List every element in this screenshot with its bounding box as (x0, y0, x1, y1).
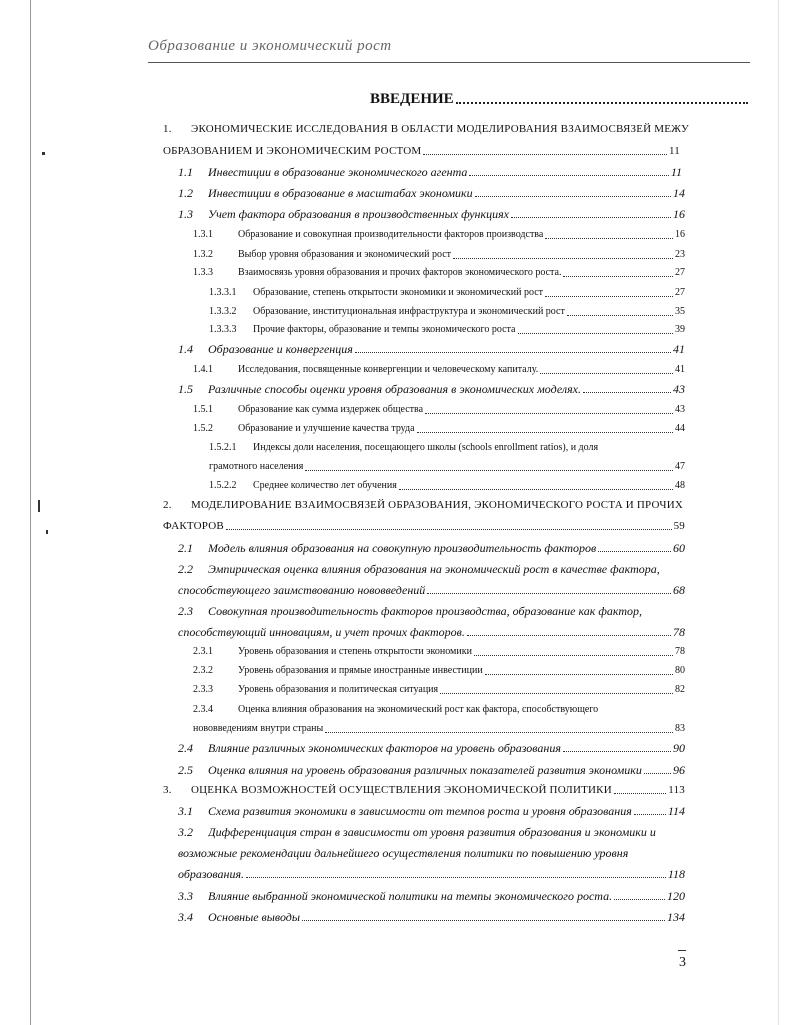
leader-dots (355, 352, 671, 353)
scan-speck (46, 530, 48, 534)
toc-entry-text: Инвестиции в образование в масштабах экономики (208, 186, 473, 200)
toc-entry-number: 2.3.4 (193, 704, 213, 715)
toc-page-number: 35 (675, 306, 685, 317)
leader-dots (644, 773, 671, 774)
toc-entry-number: 1.3.2 (193, 249, 213, 260)
toc-entry-text: Оценка влияния на уровень образования различных показателей развития экономики (208, 763, 642, 777)
toc-entry-number: 1.3.3.3 (209, 324, 237, 335)
toc-entry[interactable] (193, 645, 685, 659)
toc-entry-number: 1.4.1 (193, 364, 213, 375)
scan-speck (42, 152, 45, 155)
leader-dots (511, 217, 671, 218)
toc-entry[interactable] (178, 541, 685, 555)
toc-entry-text: нововведениям внутри страны (193, 723, 324, 734)
toc-entry-text: Дифференциация стран в зависимости от уровня развития образования и экономики и (208, 825, 656, 839)
toc-entry-text: ОБРАЗОВАНИЕМ И ЭКОНОМИЧЕСКИМ РОСТОМ (163, 145, 422, 157)
toc-entry[interactable] (178, 741, 685, 755)
toc-entry[interactable] (209, 323, 685, 337)
toc-entry-number: 2.3.2 (193, 665, 213, 676)
leader-dots (583, 392, 671, 393)
scan-right-edge (778, 0, 779, 1025)
toc-entry[interactable] (178, 846, 685, 860)
toc-entry[interactable] (163, 519, 685, 533)
toc-entry-text: Образование и конвергенция (208, 342, 353, 356)
toc-page-number: 14 (673, 186, 685, 200)
leader-dots (518, 333, 674, 334)
toc-entry-number: 2. (163, 499, 172, 511)
toc-entry-text: Образование как сумма издержек общества (238, 404, 424, 415)
toc-entry[interactable] (193, 403, 685, 417)
toc-page-number: 44 (675, 423, 685, 434)
leader-dots (563, 751, 671, 752)
toc-entry-number: 2.5 (178, 763, 193, 777)
toc-entry[interactable] (178, 207, 685, 221)
leader-dots (540, 373, 673, 374)
toc-entry-text: Уровень образования и прямые иностранные инвестиции (238, 665, 483, 676)
toc-entry-text: Образование и улучшение качества труда (238, 423, 415, 434)
toc-entry[interactable] (178, 867, 685, 881)
toc-page-number: 43 (675, 404, 685, 415)
toc-entry-text: Эмпирическая оценка влияния образования на экономический рост в качестве фактора, (208, 562, 660, 576)
toc-page-number: 11 (669, 145, 680, 157)
toc-entry-number: 3.3 (178, 889, 193, 903)
toc-page-number: 114 (667, 804, 685, 818)
leader-dots (425, 413, 673, 414)
toc-page-number: 43 (673, 382, 685, 396)
toc-page-number: 23 (675, 249, 685, 260)
toc-page-number: 82 (675, 684, 685, 695)
toc-entry-number: 1.3.3.1 (209, 287, 237, 298)
toc-entry[interactable] (178, 889, 685, 903)
toc-page-number: 11 (670, 165, 682, 179)
toc-entry-number: 3.4 (178, 910, 193, 924)
toc-entry[interactable] (163, 144, 680, 158)
toc-entry[interactable] (163, 783, 685, 797)
toc-entry-text: Влияние различных экономических факторов на уровень образования (208, 741, 561, 755)
toc-page-number: 78 (675, 646, 685, 657)
toc-page-number: 96 (673, 763, 685, 777)
toc-entry-number: 2.3 (178, 604, 193, 618)
toc-entry-text: Уровень образования и политическая ситуация (238, 684, 439, 695)
leader-dots (226, 529, 672, 530)
toc-entry-number: 1.3.3.2 (209, 306, 237, 317)
toc-entry[interactable] (178, 186, 685, 200)
toc-entry-number: 1.3.3 (193, 267, 213, 278)
toc-entry-number: 1.5.1 (193, 404, 213, 415)
leader-dots (485, 674, 673, 675)
toc-entry-number: 1. (163, 123, 172, 135)
toc-entry-number: 3.1 (178, 804, 193, 818)
scan-left-edge (30, 0, 31, 1025)
toc-entry[interactable] (178, 583, 685, 597)
leader-dots (475, 196, 671, 197)
leader-dots (474, 655, 673, 656)
toc-entry-text: Схема развития экономики в зависимости от темпов роста и уровня образования (208, 804, 632, 818)
title-leader-dots (456, 102, 748, 104)
toc-entry-number: 1.5.2.2 (209, 480, 237, 491)
toc-entry[interactable] (193, 228, 685, 242)
toc-entry-text: Индексы доли населения, посещающего школы (schools enrollment ratios), и доля (253, 442, 599, 453)
toc-entry[interactable] (178, 625, 685, 639)
toc-entry[interactable] (193, 703, 685, 717)
toc-entry[interactable] (178, 910, 685, 924)
toc-page-number: 113 (668, 784, 685, 796)
toc-entry[interactable] (178, 562, 685, 576)
toc-page-number: 118 (667, 867, 685, 881)
header-rule (148, 62, 750, 63)
toc-entry-number: 2.4 (178, 741, 193, 755)
leader-dots (399, 489, 673, 490)
toc-entry[interactable] (193, 266, 685, 280)
toc-entry-text: Инвестиции в образование экономического агента (208, 165, 468, 179)
toc-title: ВВЕДЕНИЕ (370, 91, 454, 107)
toc-page-number: 134 (667, 910, 685, 924)
leader-dots (567, 315, 673, 316)
toc-entry[interactable] (178, 804, 685, 818)
toc-page-number: 16 (673, 207, 685, 221)
toc-entry[interactable] (178, 165, 682, 179)
page-number: 3 (679, 955, 686, 970)
leader-dots (427, 593, 671, 594)
toc-entry-text: ЭКОНОМИЧЕСКИЕ ИССЛЕДОВАНИЯ В ОБЛАСТИ МОДЕЛИРОВАНИЯ ВЗАИМОСВЯЗЕЙ МЕЖУ (191, 123, 690, 135)
toc-entry-text: Образование, степень открытости экономики и экономический рост (253, 287, 544, 298)
toc-entry-number: 2.3.1 (193, 646, 213, 657)
toc-entry-text: ОЦЕНКА ВОЗМОЖНОСТЕЙ ОСУЩЕСТВЛЕНИЯ ЭКОНОМИЧЕСКОЙ ПОЛИТИКИ (191, 784, 612, 796)
toc-entry[interactable] (193, 363, 685, 377)
toc-entry-text: Исследования, посвященные конвергенции и человеческому капиталу. (238, 364, 539, 375)
toc-entry[interactable] (163, 498, 683, 512)
toc-entry[interactable] (209, 441, 685, 455)
toc-entry[interactable] (178, 604, 685, 618)
leader-dots (563, 276, 673, 277)
toc-page-number: 83 (675, 723, 685, 734)
leader-dots (453, 258, 673, 259)
toc-page-number: 59 (673, 520, 685, 532)
toc-entry[interactable] (193, 248, 685, 262)
running-head: Образование и экономический рост (148, 38, 392, 54)
leader-dots (417, 432, 673, 433)
toc-entry-text: способствующий инновациям, и учет прочих факторов. (178, 625, 465, 639)
leader-dots (469, 175, 668, 176)
toc-entry-text: ФАКТОРОВ (163, 520, 224, 532)
toc-page-number: 120 (667, 889, 685, 903)
toc-entry-number: 1.5.2.1 (209, 442, 237, 453)
toc-entry-text: Среднее количество лет обучения (253, 480, 397, 491)
toc-page-number: 27 (675, 287, 685, 298)
toc-page-number: 60 (673, 541, 685, 555)
toc-entry-number: 2.2 (178, 562, 193, 576)
toc-page-number: 90 (673, 741, 685, 755)
toc-entry[interactable] (178, 342, 685, 356)
toc-entry-text: Учет фактора образования в производственных функциях (208, 207, 509, 221)
toc-entry[interactable] (178, 825, 685, 839)
toc-page-number: 78 (673, 625, 685, 639)
toc-entry-number: 3.2 (178, 825, 193, 839)
toc-entry-text: Модель влияния образования на совокупную производительность факторов (208, 541, 597, 555)
toc-entry[interactable] (193, 722, 685, 736)
leader-dots (302, 920, 665, 921)
toc-entry[interactable] (178, 382, 685, 396)
toc-entry-text: Оценка влияния образования на экономический рост как фактора, способствующего (238, 704, 599, 715)
toc-entry[interactable] (193, 422, 685, 436)
toc-page-number: 47 (675, 461, 685, 472)
toc-entry-text: Взаимосвязь уровня образования и прочих факторов экономического роста. (238, 267, 562, 278)
toc-entry-text: Влияние выбранной экономической политики на темпы экономического роста. (208, 889, 613, 903)
toc-entry-text: Прочие факторы, образование и темпы экономического роста (253, 324, 516, 335)
toc-entry-text: Образование, институциональная инфраструктура и экономический рост (253, 306, 565, 317)
toc-page-number: 41 (673, 342, 685, 356)
toc-entry-text: способствующего заимствованию нововведений (178, 583, 426, 597)
toc-entry[interactable] (209, 460, 685, 474)
toc-entry[interactable] (209, 479, 685, 493)
leader-dots (545, 296, 673, 297)
leader-dots (634, 814, 666, 815)
toc-entry-text: Основные выводы (208, 910, 300, 924)
leader-dots (598, 551, 671, 552)
toc-page-number: 48 (675, 480, 685, 491)
toc-page-number: 41 (675, 364, 685, 375)
leader-dots (440, 693, 673, 694)
toc-entry-text: Выбор уровня образования и экономический рост (238, 249, 452, 260)
toc-page-number: 68 (673, 583, 685, 597)
toc-entry-number: 2.3.3 (193, 684, 213, 695)
toc-entry-text: грамотного населения (209, 461, 304, 472)
toc-entry-number: 1.2 (178, 186, 193, 200)
toc-entry-text: возможные рекомендации дальнейшего осуществления политики по повышению уровня (178, 846, 629, 860)
toc-page-number: 80 (675, 665, 685, 676)
toc-entry-number: 2.1 (178, 541, 193, 555)
toc-entry-text: образования. (178, 867, 245, 881)
toc-entry-number: 1.3.1 (193, 229, 213, 240)
toc-entry[interactable] (209, 305, 685, 319)
scan-speck (38, 500, 40, 512)
toc-entry[interactable] (163, 122, 753, 136)
leader-dots (246, 877, 666, 878)
toc-page-number: 39 (675, 324, 685, 335)
toc-page-number: 16 (675, 229, 685, 240)
leader-dots (545, 238, 673, 239)
toc-entry-number: 1.1 (178, 165, 193, 179)
leader-dots (467, 635, 671, 636)
toc-entry-text: МОДЕЛИРОВАНИЕ ВЗАИМОСВЯЗЕЙ ОБРАЗОВАНИЯ, ЭКОНОМИЧЕСКОГО РОСТА И ПРОЧИХ (191, 499, 683, 511)
leader-dots (614, 793, 666, 794)
toc-entry-text: Образование и совокупная производительности факторов производства (238, 229, 544, 240)
toc-page-number: 27 (675, 267, 685, 278)
toc-entry[interactable] (209, 286, 685, 300)
leader-dots (325, 732, 673, 733)
toc-entry-text: Различные способы оценки уровня образования в экономических моделях. (208, 382, 581, 396)
toc-entry[interactable] (193, 683, 685, 697)
page-number-rule (678, 950, 686, 951)
toc-entry-number: 1.4 (178, 342, 193, 356)
toc-entry-text: Уровень образования и степень открытости экономики (238, 646, 472, 657)
toc-entry[interactable] (193, 664, 685, 678)
toc-entry-number: 1.5.2 (193, 423, 213, 434)
leader-dots (423, 154, 667, 155)
toc-entry-text: Совокупная производительность факторов производства, образование как фактор, (208, 604, 643, 618)
toc-entry-number: 1.5 (178, 382, 193, 396)
toc-title-row (370, 91, 748, 108)
leader-dots (305, 470, 673, 471)
toc-entry-number: 3. (163, 784, 172, 796)
leader-dots (614, 899, 665, 900)
toc-entry[interactable] (178, 763, 685, 777)
toc-entry-number: 1.3 (178, 207, 193, 221)
